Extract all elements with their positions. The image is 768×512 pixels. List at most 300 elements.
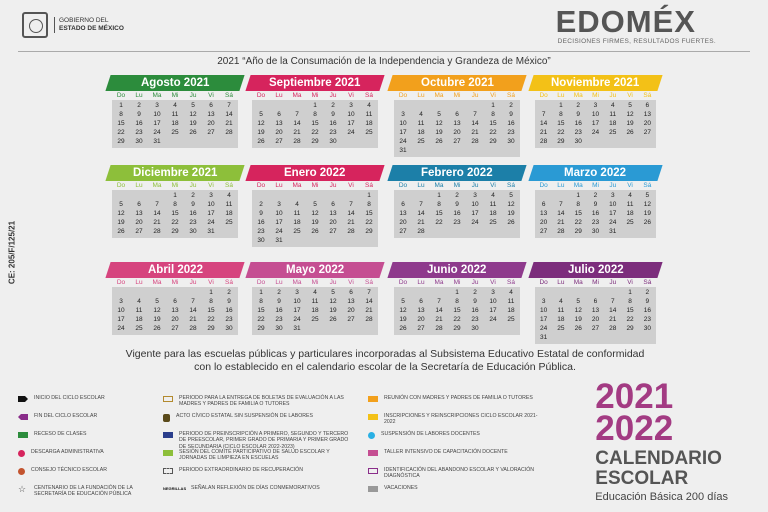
day-cell: 14	[471, 120, 479, 127]
day-cell: 25	[311, 316, 319, 323]
empty-day	[394, 289, 412, 297]
day-cell: 27	[540, 228, 548, 235]
day-names	[528, 182, 663, 189]
day-cell: 24	[591, 129, 600, 136]
day-names	[387, 92, 527, 99]
day-cell: 11	[293, 210, 301, 217]
day-cell: 27	[399, 228, 407, 235]
day-name: Sá	[365, 92, 373, 99]
day-cell: 8	[173, 201, 177, 208]
legend-item	[368, 449, 538, 456]
day-cell: 15	[311, 120, 319, 127]
day-cell: 30	[643, 325, 651, 332]
day-cell: 1	[209, 289, 213, 296]
day-cell: 10	[471, 201, 479, 208]
month-name: Octubre 2021	[420, 77, 494, 89]
day-cell: 30	[507, 138, 515, 145]
day-cell: 28	[557, 228, 565, 235]
day-cell: 23	[275, 316, 283, 323]
day-grid	[394, 100, 520, 157]
day-cell: 28	[540, 138, 548, 145]
empty-day	[412, 102, 430, 110]
day-cell: 7	[473, 111, 477, 118]
day-cell: 29	[311, 138, 319, 145]
empty-day	[535, 102, 552, 110]
day-cell: 6	[137, 201, 141, 208]
legend-label: CONSEJO TÉCNICO ESCOLAR	[31, 467, 108, 473]
day-cell: 22	[557, 129, 565, 136]
legend-item	[18, 449, 153, 457]
day-cell: 25	[293, 228, 301, 235]
year-start: 2021	[595, 377, 674, 416]
day-name: Mi	[453, 182, 461, 189]
day-cell: 14	[435, 307, 443, 314]
day-cell: 28	[153, 228, 161, 235]
day-cell: 3	[593, 102, 598, 109]
day-cell: 3	[209, 192, 213, 199]
day-cell: 16	[225, 307, 233, 314]
day-cell: 12	[507, 201, 515, 208]
day-cell: 15	[435, 210, 443, 217]
legend-item	[18, 431, 153, 438]
day-cell: 14	[189, 307, 197, 314]
day-cell: 30	[135, 138, 143, 145]
arrow-left-icon	[18, 414, 28, 420]
day-cell: 12	[153, 307, 161, 314]
day-cell: 18	[489, 210, 497, 217]
day-cell: 8	[119, 111, 123, 118]
day-cell: 18	[609, 120, 617, 127]
day-cell: 12	[574, 307, 582, 314]
day-name: Mi	[311, 182, 319, 189]
day-cell: 28	[471, 138, 479, 145]
day-cell: 9	[645, 298, 650, 305]
day-name: Ju	[471, 92, 479, 99]
month-banner	[105, 75, 244, 91]
day-name: Mi	[171, 182, 179, 189]
day-cell: 24	[293, 316, 301, 323]
emblem-icon	[163, 414, 170, 422]
day-cell: 6	[277, 111, 281, 118]
day-cell: 13	[275, 120, 283, 127]
legend-label: REUNIÓN CON MADRES Y PADRES DE FAMILIA O TUTORES	[384, 395, 533, 401]
day-cell: 4	[559, 298, 563, 305]
day-cell: 21	[347, 219, 355, 226]
empty-day	[412, 289, 430, 297]
empty-day	[587, 289, 604, 297]
day-cell: 20	[329, 219, 337, 226]
day-cell: 16	[574, 120, 582, 127]
day-cell: 7	[437, 298, 441, 305]
day-cell: 26	[311, 228, 319, 235]
calendar-subtitle: Educación Básica 200 días	[595, 491, 728, 503]
day-names	[528, 279, 663, 286]
day-cell: 12	[329, 298, 337, 305]
day-names	[387, 279, 527, 286]
day-cell: 13	[453, 120, 461, 127]
day-cell: 28	[189, 325, 197, 332]
square-icon	[18, 432, 28, 438]
day-cell: 3	[119, 298, 123, 305]
day-name: Do	[539, 92, 548, 99]
legend-label: PERIODO DE PREINSCRIPCIÓN A PRIMERO, SEGUNDO Y TERCERO DE PREESCOLAR, PRIMER GRADO DE PRIMARIA Y PRIMER GRADO DE SECUNDARIA (CICLO ESCOLAR 2022-2023)	[179, 431, 349, 450]
day-cell: 15	[453, 307, 461, 314]
day-name: Do	[256, 182, 266, 189]
day-name: Ma	[573, 92, 583, 99]
day-cell: 29	[489, 138, 497, 145]
day-cell: 21	[153, 219, 161, 226]
day-cell: 18	[626, 210, 634, 217]
day-cell: 17	[540, 316, 548, 323]
day-cell: 12	[311, 210, 319, 217]
day-cell: 8	[576, 201, 581, 208]
day-cell: 22	[574, 219, 582, 226]
brand-slogan: DECISIONES FIRMES, RESULTADOS FUERTES.	[557, 38, 716, 45]
calendar-title: CALENDARIO	[595, 448, 722, 469]
day-names	[528, 92, 663, 99]
day-name: Ju	[329, 92, 337, 99]
empty-day	[535, 192, 552, 200]
day-name: Ju	[609, 92, 617, 99]
day-cell: 7	[367, 289, 371, 296]
day-cell: 16	[643, 307, 651, 314]
day-cell: 1	[491, 102, 495, 109]
day-cell: 20	[540, 219, 548, 226]
month-name: Agosto 2021	[140, 77, 210, 89]
day-cell: 18	[225, 210, 233, 217]
day-cell: 27	[453, 138, 461, 145]
day-cell: 8	[455, 298, 459, 305]
empty-day	[448, 102, 466, 110]
day-names	[105, 279, 245, 286]
day-cell: 29	[453, 325, 461, 332]
day-cell: 14	[540, 120, 548, 127]
day-cell: 25	[417, 138, 425, 145]
day-cell: 3	[295, 289, 299, 296]
month-calendar	[105, 75, 245, 148]
day-name: Do	[256, 279, 266, 286]
day-grid	[112, 287, 238, 335]
day-cell: 6	[419, 298, 423, 305]
day-cell: 11	[311, 298, 319, 305]
day-cell: 31	[399, 147, 407, 154]
day-cell: 21	[189, 316, 197, 323]
day-cell: 10	[347, 111, 355, 118]
legend-label: VACACIONES	[384, 485, 418, 491]
month-banner	[528, 262, 662, 278]
day-cell: 22	[626, 316, 634, 323]
day-cell: 10	[117, 307, 125, 314]
day-cell: 5	[576, 298, 581, 305]
day-cell: 23	[453, 219, 461, 226]
day-cell: 9	[191, 201, 195, 208]
day-cell: 21	[471, 129, 479, 136]
day-cell: 18	[417, 129, 425, 136]
day-cell: 19	[189, 120, 197, 127]
day-cell: 16	[329, 120, 337, 127]
day-name: Lu	[417, 279, 425, 286]
day-cell: 31	[207, 228, 215, 235]
day-cell: 10	[275, 210, 283, 217]
day-cell: 2	[645, 289, 650, 296]
day-cell: 11	[626, 201, 634, 208]
circle-icon	[18, 468, 25, 475]
square-icon	[368, 414, 378, 420]
day-cell: 9	[137, 111, 141, 118]
day-name: Vi	[490, 92, 496, 99]
day-name: Mi	[592, 92, 599, 99]
day-grid	[535, 287, 656, 344]
day-cell: 27	[643, 129, 651, 136]
day-cell: 9	[593, 201, 598, 208]
empty-day	[394, 102, 412, 110]
legend-item	[163, 449, 353, 462]
day-name: Vi	[208, 92, 214, 99]
day-cell: 13	[135, 210, 143, 217]
day-cell: 18	[365, 120, 373, 127]
legend-item	[368, 485, 538, 492]
legend-label: CENTENARIO DE LA FUNDACIÓN DE LA SECRETARÍA DE EDUCACIÓN PÚBLICA	[34, 485, 133, 498]
day-cell: 3	[277, 201, 281, 208]
day-cell: 4	[313, 289, 317, 296]
day-cell: 20	[399, 219, 407, 226]
day-name: Sá	[365, 279, 373, 286]
day-cell: 31	[540, 334, 548, 341]
empty-day	[252, 102, 270, 110]
day-name: Ma	[152, 92, 162, 99]
day-cell: 25	[507, 316, 515, 323]
empty-day	[412, 192, 430, 200]
day-cell: 22	[311, 129, 319, 136]
brand-logo	[556, 6, 716, 45]
day-cell: 4	[419, 111, 423, 118]
legend-item	[18, 395, 153, 402]
day-cell: 27	[207, 129, 215, 136]
day-cell: 2	[593, 192, 598, 199]
day-cell: 21	[293, 129, 301, 136]
day-name: Lu	[557, 182, 565, 189]
day-cell: 5	[119, 201, 123, 208]
day-name: Ma	[573, 279, 583, 286]
day-name: Lu	[135, 92, 143, 99]
month-name: Enero 2022	[284, 167, 346, 179]
day-cell: 8	[367, 201, 371, 208]
brand-logo-text: EDOMÉX	[555, 4, 696, 39]
day-cell: 20	[207, 120, 215, 127]
year-title: 2021 “Año de la Consumación de la Independencia y Grandeza de México”	[217, 56, 551, 67]
day-cell: 4	[227, 192, 231, 199]
day-cell: 16	[507, 120, 515, 127]
day-cell: 16	[453, 210, 461, 217]
day-name: Ju	[609, 279, 617, 286]
outline-square-icon	[163, 396, 173, 402]
day-cell: 17	[489, 307, 497, 314]
empty-day	[148, 289, 166, 297]
day-cell: 24	[153, 129, 161, 136]
day-cell: 7	[191, 298, 195, 305]
day-cell: 2	[137, 102, 141, 109]
empty-day	[130, 192, 148, 200]
day-cell: 21	[365, 307, 373, 314]
day-cell: 7	[155, 201, 159, 208]
day-name: Sá	[225, 182, 233, 189]
day-cell: 26	[189, 129, 197, 136]
day-cell: 4	[509, 289, 513, 296]
day-cell: 7	[295, 111, 299, 118]
day-name: Ju	[189, 92, 197, 99]
day-cell: 28	[347, 228, 355, 235]
day-name: Do	[398, 92, 408, 99]
month-name: Septiembre 2021	[269, 77, 361, 89]
day-cell: 29	[626, 325, 634, 332]
day-cell: 21	[557, 219, 565, 226]
day-cell: 16	[189, 210, 197, 217]
day-grid	[252, 190, 378, 247]
day-cell: 22	[207, 316, 215, 323]
day-cell: 24	[117, 325, 125, 332]
month-calendar	[245, 165, 385, 247]
legend-item	[18, 467, 153, 475]
legend-item	[163, 395, 353, 408]
day-cell: 14	[293, 120, 301, 127]
month-name: Febrero 2022	[421, 167, 493, 179]
star-icon: ☆	[18, 484, 27, 494]
empty-day	[166, 289, 184, 297]
day-cell: 30	[329, 138, 337, 145]
day-cell: 10	[489, 298, 497, 305]
day-cell: 2	[277, 289, 281, 296]
day-cell: 29	[171, 228, 179, 235]
day-name: Lu	[275, 92, 283, 99]
day-cell: 4	[173, 102, 177, 109]
month-name: Marzo 2022	[564, 167, 627, 179]
day-cell: 1	[628, 289, 632, 296]
day-cell: 22	[365, 219, 373, 226]
day-cell: 21	[225, 120, 233, 127]
empty-day	[270, 102, 288, 110]
day-cell: 10	[609, 201, 617, 208]
square-icon	[368, 450, 378, 456]
day-cell: 13	[591, 307, 600, 314]
day-cell: 21	[540, 129, 548, 136]
day-cell: 24	[609, 219, 617, 226]
day-cell: 8	[437, 201, 441, 208]
day-cell: 23	[471, 316, 479, 323]
day-cell: 2	[509, 102, 513, 109]
day-cell: 4	[628, 192, 632, 199]
day-names	[387, 182, 527, 189]
day-cell: 17	[347, 120, 355, 127]
day-name: Lu	[275, 182, 283, 189]
day-cell: 7	[610, 298, 615, 305]
day-cell: 11	[171, 111, 179, 118]
day-cell: 10	[293, 298, 301, 305]
day-cell: 21	[417, 219, 425, 226]
day-cell: 13	[540, 210, 548, 217]
day-cell: 18	[507, 307, 515, 314]
empty-day	[112, 289, 130, 297]
day-cell: 18	[293, 219, 301, 226]
day-cell: 25	[609, 129, 617, 136]
month-calendar	[387, 75, 527, 157]
day-cell: 30	[471, 325, 479, 332]
day-cell: 22	[435, 219, 443, 226]
day-cell: 17	[117, 316, 125, 323]
day-name: Ma	[292, 182, 302, 189]
day-cell: 15	[257, 307, 265, 314]
day-cell: 4	[610, 102, 615, 109]
day-name: Ju	[329, 279, 337, 286]
day-cell: 20	[591, 316, 600, 323]
legend	[18, 395, 558, 507]
day-cell: 24	[347, 129, 355, 136]
day-name: Lu	[557, 92, 565, 99]
day-cell: 15	[626, 307, 634, 314]
day-cell: 23	[135, 129, 143, 136]
day-cell: 18	[171, 120, 179, 127]
day-grid	[394, 287, 520, 335]
day-cell: 20	[417, 316, 425, 323]
empty-day	[604, 289, 621, 297]
month-calendar	[387, 165, 527, 238]
day-cell: 6	[401, 201, 405, 208]
day-cell: 27	[591, 325, 600, 332]
day-cell: 1	[576, 192, 581, 199]
month-calendar	[245, 262, 385, 335]
day-cell: 26	[117, 228, 125, 235]
day-cell: 8	[559, 111, 563, 118]
day-cell: 4	[295, 201, 299, 208]
day-cell: 16	[275, 307, 283, 314]
day-cell: 7	[349, 201, 353, 208]
empty-day	[252, 192, 270, 200]
day-cell: 24	[471, 219, 479, 226]
day-cell: 25	[135, 325, 143, 332]
day-name: Lu	[275, 279, 283, 286]
day-name: Vi	[348, 279, 354, 286]
day-cell: 9	[473, 298, 477, 305]
empty-day	[288, 102, 306, 110]
day-cell: 26	[643, 219, 651, 226]
day-cell: 26	[329, 316, 337, 323]
day-cell: 28	[293, 138, 301, 145]
day-name: Mi	[592, 182, 599, 189]
day-name: Sá	[643, 92, 652, 99]
day-cell: 27	[329, 228, 337, 235]
side-code: CE: 205/F/125/21	[7, 220, 17, 285]
legend-item	[368, 431, 538, 439]
day-cell: 10	[591, 111, 600, 118]
day-cell: 13	[329, 210, 337, 217]
day-name: Vi	[627, 279, 633, 286]
day-cell: 21	[435, 316, 443, 323]
day-cell: 23	[643, 316, 651, 323]
day-cell: 17	[293, 307, 301, 314]
month-banner	[528, 75, 662, 91]
day-cell: 7	[541, 111, 546, 118]
day-cell: 25	[489, 219, 497, 226]
day-cell: 8	[259, 298, 263, 305]
day-cell: 11	[609, 111, 617, 118]
day-name: Ma	[434, 182, 444, 189]
month-name: Noviembre 2021	[551, 77, 640, 89]
day-grid	[252, 287, 378, 335]
day-cell: 25	[557, 325, 565, 332]
day-name: Vi	[627, 182, 633, 189]
day-cell: 24	[489, 316, 497, 323]
day-cell: 2	[191, 192, 195, 199]
day-name: Lu	[135, 182, 143, 189]
